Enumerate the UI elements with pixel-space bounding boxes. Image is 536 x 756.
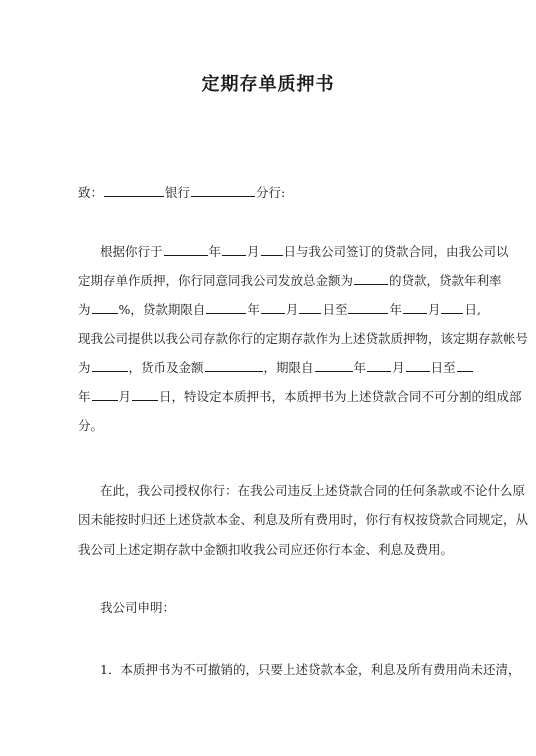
text: 根据你行于 (100, 244, 163, 259)
blank-day (261, 244, 283, 256)
text: 日, (464, 302, 481, 317)
blank-month (92, 389, 118, 401)
text: 日至 (322, 302, 348, 317)
text: 为 (78, 302, 91, 317)
blank-year (206, 302, 246, 314)
p1-line-2 (78, 271, 502, 289)
p1-line-4: 现我公司提供以我公司存款你行的定期存款作为上述贷款质押物，该定期存款帐号 (78, 331, 529, 346)
text: 日与我公司签订的贷款合同，由我公司以 (283, 244, 509, 259)
p1-line-3 (78, 300, 481, 318)
blank-account (92, 360, 128, 372)
blank-year (457, 360, 473, 372)
text: 月 (285, 302, 299, 317)
text: 日至 (430, 360, 456, 375)
text: 月 (427, 302, 441, 317)
text: 年 (353, 360, 367, 375)
blank-currency-amount (205, 360, 263, 372)
salutation-branch: 分行: (256, 185, 286, 200)
blank-month (367, 360, 391, 372)
salutation-to: 致： (78, 185, 104, 200)
text: ，货币及金额 (128, 360, 204, 375)
text: 年 (247, 302, 260, 317)
blank-bank-name (104, 185, 164, 197)
p2-line-1: 在此，我公司授权你行：在我公司违反上述贷款合同的任何条款或不论什么原 (100, 483, 526, 498)
blank-day (441, 302, 463, 314)
blank-branch-name (191, 185, 255, 197)
blank-year (315, 360, 353, 372)
text: %，贷款期限自 (118, 302, 206, 317)
text: ，期限自 (263, 360, 314, 375)
p2-line-3: 我公司上述定期存款中金额扣收我公司应还你行本金、利息及费用。 (78, 542, 454, 557)
blank-day (406, 360, 430, 372)
text: 月 (118, 389, 132, 404)
blank-rate (92, 302, 118, 314)
blank-month (261, 302, 285, 314)
text: 年 (389, 302, 402, 317)
text: 定期存单作质押，你行同意同我公司发放总金额为 (78, 273, 354, 288)
salutation-bank: 银行 (165, 185, 191, 200)
text: 年 (78, 389, 91, 404)
blank-year (348, 302, 388, 314)
blank-amount (354, 273, 388, 285)
p2-line-2: 因未能按时归还上述贷款本金、利息及所有费用时，你行有权按贷款合同规定，从 (78, 512, 529, 527)
text: 月 (247, 244, 260, 259)
p1-line-6 (78, 387, 522, 405)
document-title: 定期存单质押书 (201, 74, 335, 95)
text: 为 (78, 360, 91, 375)
text: 年 (208, 244, 222, 259)
p1-line-5 (78, 358, 474, 376)
text: 的贷款，贷款年利率 (389, 273, 502, 288)
blank-day (132, 389, 158, 401)
salutation-line (78, 183, 285, 201)
p4-line-1: 1．本质押书为不可撤销的，只要上述贷款本金，利息及所有费用尚未还清， (100, 662, 521, 677)
p1-line-7: 分。 (78, 418, 104, 433)
text: 月 (392, 360, 405, 375)
p1-line-1 (100, 242, 509, 260)
blank-year (164, 244, 208, 256)
p3-line-1: 我公司申明： (100, 600, 176, 615)
blank-month (222, 244, 246, 256)
text: 日，特设定本质押书，本质押书为上述贷款合同不可分割的组成部 (159, 389, 522, 404)
blank-month (403, 302, 427, 314)
blank-day (299, 302, 321, 314)
